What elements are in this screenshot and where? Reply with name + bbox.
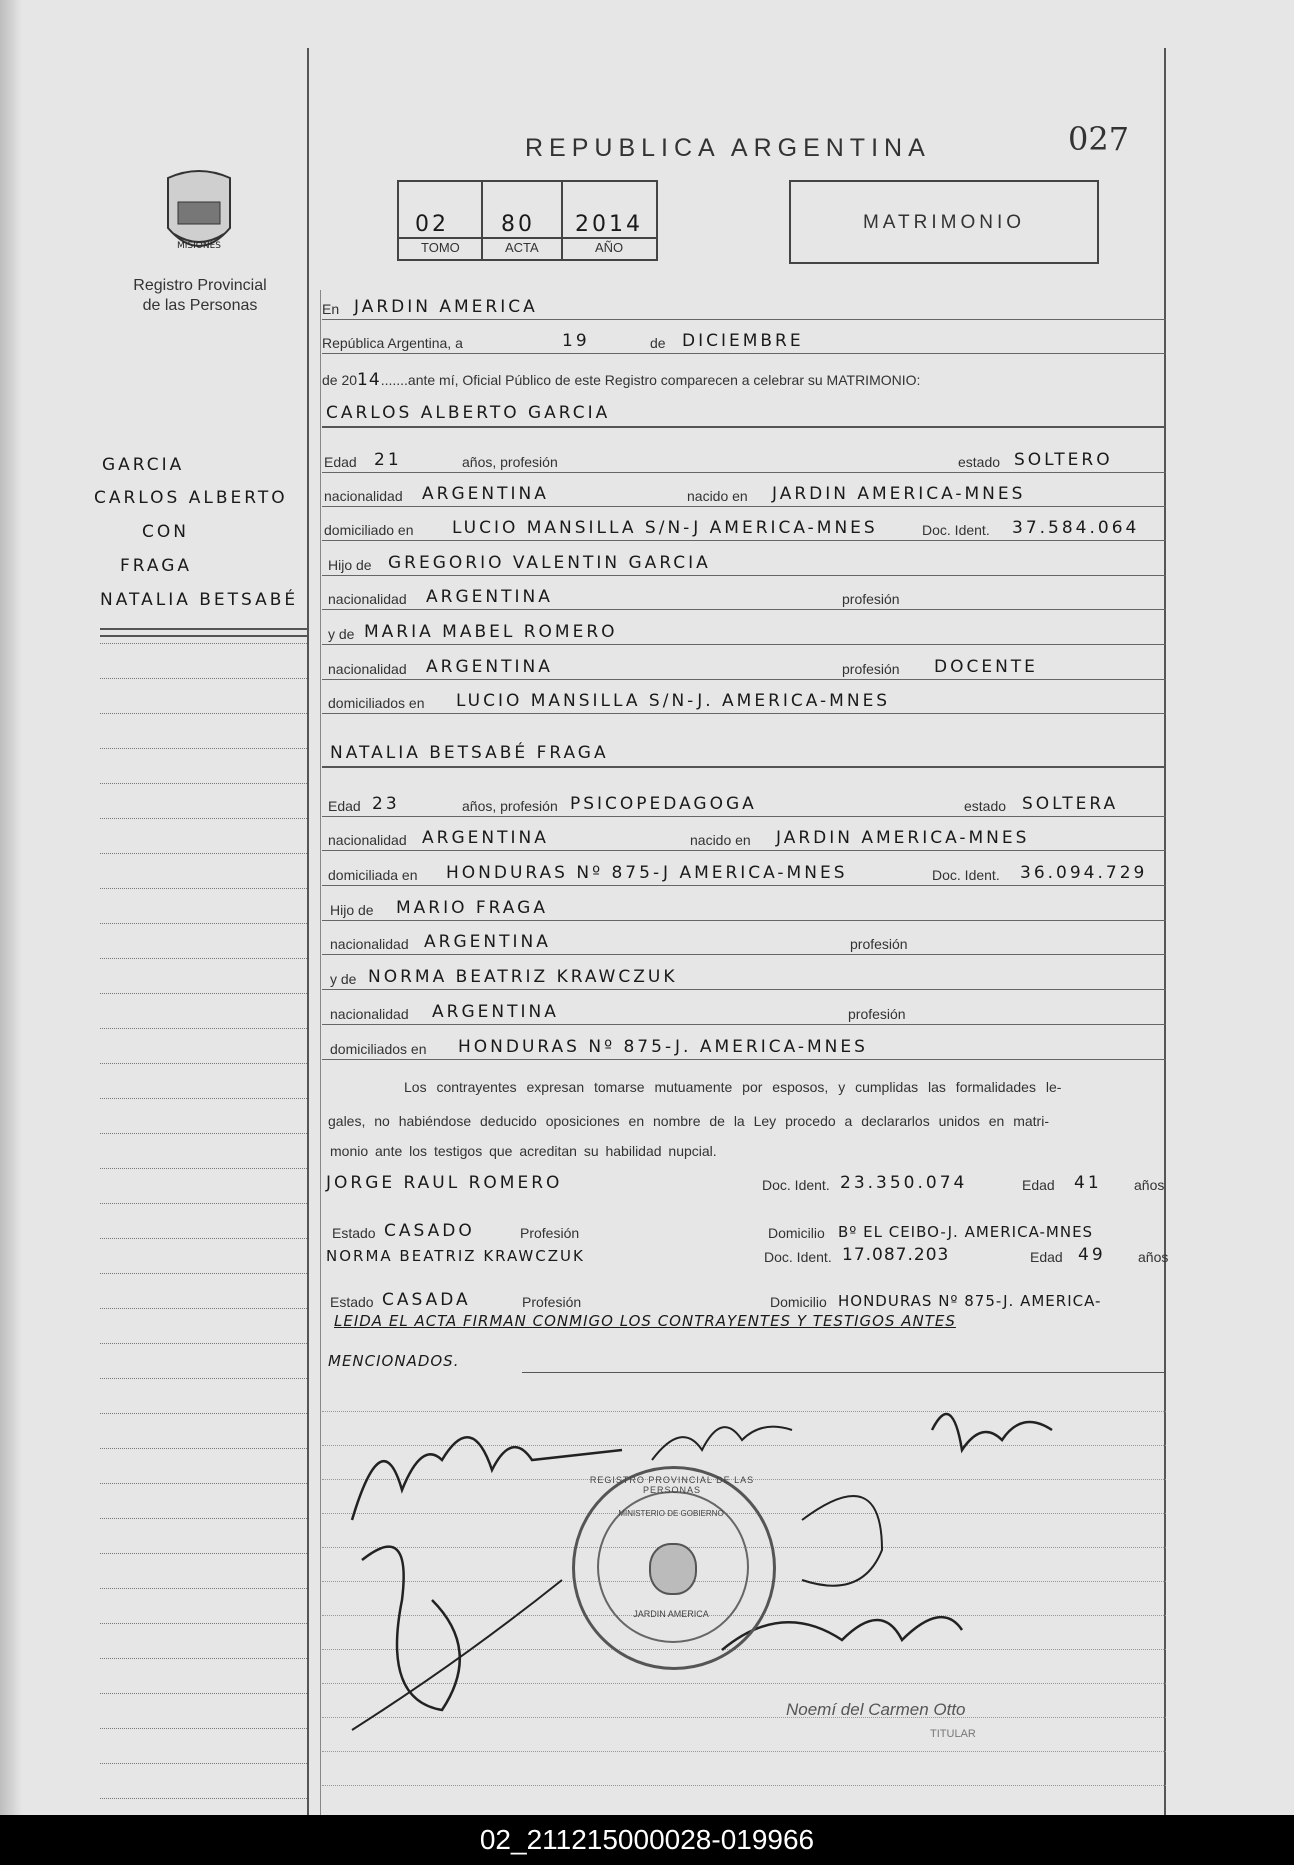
registry-name-line2: de las Personas (142, 297, 258, 314)
groom-madre: MARIA MABEL ROMERO (364, 622, 618, 642)
body-ruled-line (322, 1784, 1166, 1786)
witness1-anos-label: años (1134, 1177, 1165, 1193)
margin-dotted-line (100, 1412, 307, 1414)
groom-doc-label: Doc. Ident. (922, 522, 990, 538)
margin-surname-groom: GARCIA (102, 455, 185, 475)
groom-nacido: JARDIN AMERICA-MNES (772, 484, 1026, 504)
bride-nacido: JARDIN AMERICA-MNES (776, 828, 1030, 848)
groom-madre-prof-label: profesión (842, 661, 900, 677)
act-type: MATRIMONIO (862, 212, 1026, 233)
officer-title: TITULAR (930, 1728, 976, 1740)
margin-given-bride: NATALIA BETSABÉ (100, 590, 299, 610)
margin-dotted-line (100, 887, 307, 889)
page-number: 027 (1068, 120, 1130, 158)
bride-anos-label: años, profesión (462, 798, 558, 814)
witness1-doc: 23.350.074 (840, 1173, 968, 1193)
margin-dotted-line (100, 1552, 307, 1554)
witness1-doc-label: Doc. Ident. (762, 1177, 830, 1193)
margin-double-rule (100, 628, 307, 637)
bride-nac-label: nacionalidad (328, 832, 407, 848)
bride-hijo-label: Hijo de (330, 902, 374, 918)
margin-surname-bride: FRAGA (120, 556, 193, 576)
witness1-edad-label: Edad (1022, 1177, 1055, 1193)
month-value: DICIEMBRE (682, 331, 804, 351)
groom-nac-label: nacionalidad (324, 488, 403, 504)
margin-dotted-line (100, 1447, 307, 1449)
acta-value: 80 (501, 212, 535, 237)
witness2-doc: 17.087.203 (842, 1245, 950, 1265)
bride-profesion: PSICOPEDAGOGA (570, 794, 757, 814)
margin-dotted-line (100, 1377, 307, 1379)
bride-madre: NORMA BEATRIZ KRAWCZUK (368, 967, 678, 987)
closing-line1: LEIDA EL ACTA FIRMAN CONMIGO LOS CONTRAYENTES Y TESTIGOS ANTES (334, 1312, 956, 1330)
bride-estado: SOLTERA (1022, 794, 1119, 814)
groom-yde-label: y de (328, 626, 355, 642)
margin-dotted-line (100, 712, 307, 714)
registry-logo (158, 168, 240, 260)
year-prefix: de 20 (322, 372, 358, 388)
margin-dotted-line (100, 1167, 307, 1169)
margin-dotted-line (100, 677, 307, 679)
margin-dotted-line (100, 992, 307, 994)
de-label: de (650, 335, 666, 351)
margin-dotted-line (100, 782, 307, 784)
margin-dotted-line (100, 1622, 307, 1624)
inner-rule (320, 290, 321, 1815)
margin-dotted-line (100, 1097, 307, 1099)
groom-madre-nac-label: nacionalidad (328, 661, 407, 677)
tomo-label: TOMO (421, 240, 460, 255)
witness2-edad: 49 (1078, 1245, 1106, 1265)
witness2-edad-label: Edad (1030, 1249, 1063, 1265)
stamp-location: JARDIN AMERICA (633, 1609, 709, 1619)
acta-label: ACTA (505, 240, 539, 255)
closing-line2: MENCIONADOS. (328, 1352, 460, 1370)
margin-dotted-line (100, 1657, 307, 1659)
margin-dotted-line (100, 1482, 307, 1484)
bride-domicilio: HONDURAS Nº 875-J AMERICA-MNES (446, 863, 848, 883)
bride-estado-label: estado (964, 798, 1007, 814)
groom-dom-label: domiciliado en (324, 522, 414, 538)
republica-label: República Argentina, a (322, 335, 463, 351)
bride-nacido-label: nacido en (690, 832, 751, 848)
bride-dom-label: domiciliada en (328, 867, 418, 883)
witness2-anos-label: años (1138, 1249, 1169, 1265)
image-id-footer (0, 1815, 1294, 1865)
margin-dotted-line (100, 922, 307, 924)
witness1-estado-label: Estado (332, 1225, 376, 1241)
declaration-line2: gales, no habiéndose deducido oposiciones en nombre de la Ley procedo a declararlos unidos en matri- (328, 1113, 1049, 1129)
country-title: REPUBLICA ARGENTINA (525, 134, 931, 162)
left-rule (307, 48, 309, 1815)
groom-padres-dom: LUCIO MANSILLA S/N-J. AMERICA-MNES (456, 691, 891, 711)
groom-padre-prof-label: profesión (842, 591, 900, 607)
act-number-box (397, 180, 658, 261)
groom-hijo-label: Hijo de (328, 557, 372, 573)
groom-padre-nac-label: nacionalidad (328, 591, 407, 607)
margin-dotted-line (100, 957, 307, 959)
day-value: 19 (562, 331, 590, 351)
witness1-estado: CASADO (384, 1221, 475, 1241)
groom-estado-label: estado (958, 454, 1001, 470)
witness2-prof-label: Profesión (522, 1294, 582, 1310)
act-type-box (789, 180, 1099, 264)
place-value: JARDIN AMERICA (354, 297, 538, 317)
bride-edad-label: Edad (328, 798, 361, 814)
en-label: En (322, 301, 340, 317)
witness2-estado: CASADA (382, 1290, 471, 1310)
anio-label: AÑO (595, 240, 624, 255)
witness2-estado-label: Estado (330, 1294, 374, 1310)
margin-dotted-line (100, 1132, 307, 1134)
bride-padre: MARIO FRAGA (396, 898, 548, 918)
stamp-inner-text: MINISTERIO DE GOBIERNO (618, 1509, 724, 1518)
bride-edad: 23 (372, 794, 400, 814)
margin-dotted-line (100, 1587, 307, 1589)
groom-edad: 21 (374, 450, 402, 470)
official-stamp (572, 1466, 776, 1670)
margin-dotted-line (100, 817, 307, 819)
image-id: 02_211215000028-019966 (479, 1824, 815, 1855)
margin-given-groom: CARLOS ALBERTO (94, 488, 288, 508)
witness2-dom-label: Domicilio (770, 1294, 827, 1310)
margin-dotted-line (100, 642, 307, 644)
witness1-dom-label: Domicilio (768, 1225, 825, 1241)
witness1-name: JORGE RAUL ROMERO (326, 1173, 563, 1193)
margin-dotted-line (100, 1062, 307, 1064)
bride-padre-prof-label: profesión (850, 936, 908, 952)
officer-name: Noemí del Carmen Otto (786, 1700, 966, 1719)
margin-dotted-line (100, 1727, 307, 1729)
svg-text:MISIONES: MISIONES (176, 241, 222, 251)
groom-madre-prof: DOCENTE (934, 657, 1038, 677)
stamp-outer-text: REGISTRO PROVINCIAL DE LAS PERSONAS (589, 1475, 755, 1495)
registry-name (110, 276, 290, 316)
margin-dotted-line (100, 1692, 307, 1694)
margin-con: CON (142, 522, 189, 542)
bride-madre-nac: ARGENTINA (432, 1002, 559, 1022)
bride-padres-dom: HONDURAS Nº 875-J. AMERICA-MNES (458, 1037, 868, 1057)
declaration-line1: Los contrayentes expresan tomarse mutuamente por esposos, y cumplidas las formalidades le- (404, 1079, 1062, 1095)
groom-padre-nac: ARGENTINA (426, 587, 553, 607)
witness1-domicilio: Bº EL CEIBO-J. AMERICA-MNES (838, 1223, 1094, 1241)
groom-nacionalidad: ARGENTINA (422, 484, 549, 504)
margin-dotted-line (100, 1237, 307, 1239)
bride-padre-nac-label: nacionalidad (330, 936, 409, 952)
bride-yde-label: y de (330, 971, 357, 987)
tomo-value: 02 (415, 212, 449, 237)
bride-doc-label: Doc. Ident. (932, 867, 1000, 883)
year-suffix: 14 (357, 370, 381, 390)
groom-padres-dom-label: domiciliados en (328, 695, 425, 711)
ante-text: .......ante mí, Oficial Público de este Registro comparecen a celebrar su MATRIMONIO: (380, 372, 921, 388)
groom-domicilio: LUCIO MANSILLA S/N-J AMERICA-MNES (452, 518, 878, 538)
margin-dotted-line (100, 1342, 307, 1344)
groom-padre: GREGORIO VALENTIN GARCIA (388, 553, 711, 573)
groom-nacido-label: nacido en (687, 488, 748, 504)
witness1-prof-label: Profesión (520, 1225, 580, 1241)
margin-dotted-line (100, 1202, 307, 1204)
bride-madre-prof-label: profesión (848, 1006, 906, 1022)
groom-estado: SOLTERO (1014, 450, 1113, 470)
bride-doc: 36.094.729 (1020, 863, 1148, 883)
closing-rule (522, 1372, 1166, 1373)
groom-doc: 37.584.064 (1012, 518, 1140, 538)
margin-dotted-line (100, 747, 307, 749)
groom-edad-label: Edad (324, 454, 357, 470)
groom-anos-label: años, profesión (462, 454, 558, 470)
anio-value: 2014 (575, 212, 643, 237)
declaration-line3: monio ante los testigos que acreditan su habilidad nupcial. (330, 1143, 717, 1159)
bride-padres-dom-label: domiciliados en (330, 1041, 427, 1057)
bride-madre-nac-label: nacionalidad (330, 1006, 409, 1022)
registry-name-line1: Registro Provincial (133, 277, 267, 294)
margin-dotted-line (100, 1797, 307, 1799)
witness2-name: NORMA BEATRIZ KRAWCZUK (326, 1247, 585, 1265)
witness1-edad: 41 (1074, 1173, 1102, 1193)
margin-dotted-line (100, 1517, 307, 1519)
bride-nacionalidad: ARGENTINA (422, 828, 549, 848)
margin-dotted-line (100, 1272, 307, 1274)
witness2-domicilio: HONDURAS Nº 875-J. AMERICA- (838, 1292, 1102, 1310)
margin-dotted-line (100, 1307, 307, 1309)
bride-padre-nac: ARGENTINA (424, 932, 551, 952)
witness2-doc-label: Doc. Ident. (764, 1249, 832, 1265)
bride-name: NATALIA BETSABÉ FRAGA (330, 743, 609, 763)
margin-dotted-line (100, 1027, 307, 1029)
groom-name: CARLOS ALBERTO GARCIA (326, 403, 611, 423)
margin-dotted-line (100, 1762, 307, 1764)
groom-madre-nac: ARGENTINA (426, 657, 553, 677)
margin-dotted-line (100, 852, 307, 854)
stamp-emblem (649, 1543, 697, 1595)
